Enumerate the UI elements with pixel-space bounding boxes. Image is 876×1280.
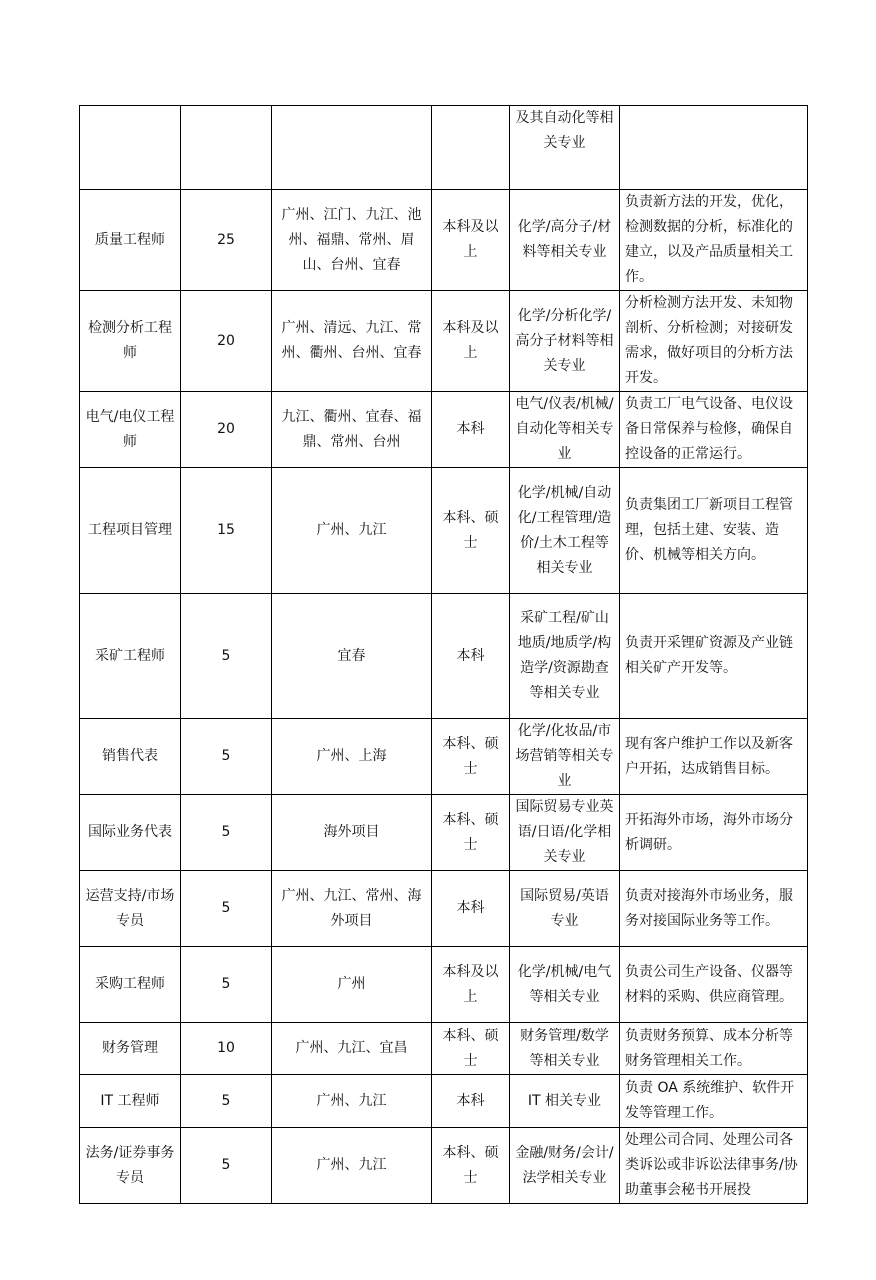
cell-position: 运营支持/市场专员 [80, 871, 181, 947]
cell-education: 本科 [432, 1075, 510, 1128]
cell-location: 海外项目 [272, 795, 432, 871]
cell-education: 本科、硕士 [432, 1128, 510, 1204]
cell-major: 电气/仪表/机械/自动化等相关专业 [510, 392, 620, 468]
cell-duty: 负责财务预算、成本分析等财务管理相关工作。 [620, 1023, 808, 1075]
cell-major: 金融/财务/会计/法学相关专业 [510, 1128, 620, 1204]
cell-duty: 处理公司合同、处理公司各类诉讼或非诉讼法律事务/协助董事会秘书开展投 [620, 1128, 808, 1204]
cell-count: 5 [181, 1075, 272, 1128]
cell-major: 化学/化妆品/市场营销等相关专业 [510, 719, 620, 795]
cell-location: 广州、九江 [272, 468, 432, 594]
cell-duty: 负责 OA 系统维护、软件开发等管理工作。 [620, 1075, 808, 1128]
cell-count: 15 [181, 468, 272, 594]
cell-position: 质量工程师 [80, 190, 181, 291]
cell-education: 本科 [432, 392, 510, 468]
cell-location: 广州、九江、宜昌 [272, 1023, 432, 1075]
cell-major: 化学/高分子/材料等相关专业 [510, 190, 620, 291]
cell-count: 25 [181, 190, 272, 291]
cell-duty: 负责工厂电气设备、电仪设备日常保养与检修，确保自控设备的正常运行。 [620, 392, 808, 468]
table-row [80, 594, 808, 719]
cell-education: 本科、硕士 [432, 719, 510, 795]
cell-location [272, 106, 432, 190]
cell-count: 5 [181, 795, 272, 871]
cell-education: 本科、硕士 [432, 795, 510, 871]
cell-position: IT 工程师 [80, 1075, 181, 1128]
cell-position: 检测分析工程师 [80, 291, 181, 392]
cell-position: 电气/电仪工程师 [80, 392, 181, 468]
cell-duty: 现有客户维护工作以及新客户开拓，达成销售目标。 [620, 719, 808, 795]
cell-major: 及其自动化等相关专业 [510, 106, 620, 190]
cell-position: 国际业务代表 [80, 795, 181, 871]
cell-duty: 负责新方法的开发，优化，检测数据的分析，标准化的建立，以及产品质量相关工作。 [620, 190, 808, 291]
cell-education: 本科、硕士 [432, 1023, 510, 1075]
cell-duty: 开拓海外市场，海外市场分析调研。 [620, 795, 808, 871]
cell-major: 国际贸易专业英语/日语/化学相关专业 [510, 795, 620, 871]
job-table [79, 105, 808, 1204]
table-row [80, 947, 808, 1023]
cell-education: 本科、硕士 [432, 468, 510, 594]
table-row [80, 1128, 808, 1204]
cell-duty: 负责公司生产设备、仪器等材料的采购、供应商管理。 [620, 947, 808, 1023]
cell-count: 5 [181, 1128, 272, 1204]
cell-position: 法务/证券事务专员 [80, 1128, 181, 1204]
cell-education: 本科及以上 [432, 947, 510, 1023]
cell-count: 5 [181, 719, 272, 795]
table-row [80, 795, 808, 871]
cell-count: 20 [181, 392, 272, 468]
cell-position [80, 106, 181, 190]
cell-education [432, 106, 510, 190]
cell-location: 广州、江门、九江、池州、福鼎、常州、眉山、台州、宜春 [272, 190, 432, 291]
cell-location: 广州、清远、九江、常州、衢州、台州、宜春 [272, 291, 432, 392]
cell-major: 化学/机械/自动化/工程管理/造价/土木工程等相关专业 [510, 468, 620, 594]
cell-education: 本科 [432, 871, 510, 947]
cell-location: 广州 [272, 947, 432, 1023]
cell-major: IT 相关专业 [510, 1075, 620, 1128]
cell-count: 5 [181, 947, 272, 1023]
cell-duty: 负责开采锂矿资源及产业链相关矿产开发等。 [620, 594, 808, 719]
cell-major: 化学/机械/电气等相关专业 [510, 947, 620, 1023]
cell-education: 本科及以上 [432, 190, 510, 291]
cell-position: 采购工程师 [80, 947, 181, 1023]
cell-count: 20 [181, 291, 272, 392]
cell-major: 财务管理/数学等相关专业 [510, 1023, 620, 1075]
cell-position: 工程项目管理 [80, 468, 181, 594]
table-row [80, 871, 808, 947]
cell-duty: 负责对接海外市场业务，服务对接国际业务等工作。 [620, 871, 808, 947]
cell-position: 销售代表 [80, 719, 181, 795]
cell-location: 广州、九江、常州、海外项目 [272, 871, 432, 947]
cell-major: 化学/分析化学/高分子材料等相关专业 [510, 291, 620, 392]
cell-major: 国际贸易/英语专业 [510, 871, 620, 947]
table-row [80, 719, 808, 795]
cell-count: 5 [181, 871, 272, 947]
table-row [80, 190, 808, 291]
table-row [80, 1023, 808, 1075]
table-row [80, 106, 808, 190]
cell-location: 九江、衢州、宜春、福鼎、常州、台州 [272, 392, 432, 468]
cell-count: 10 [181, 1023, 272, 1075]
table-row [80, 291, 808, 392]
cell-position: 采矿工程师 [80, 594, 181, 719]
table-row [80, 468, 808, 594]
cell-location: 宜春 [272, 594, 432, 719]
cell-duty: 分析检测方法开发、未知物剖析、分析检测；对接研发需求，做好项目的分析方法开发。 [620, 291, 808, 392]
cell-education: 本科及以上 [432, 291, 510, 392]
table-row [80, 392, 808, 468]
table-row [80, 1075, 808, 1128]
cell-position: 财务管理 [80, 1023, 181, 1075]
cell-location: 广州、九江 [272, 1075, 432, 1128]
cell-count [181, 106, 272, 190]
cell-location: 广州、上海 [272, 719, 432, 795]
cell-location: 广州、九江 [272, 1128, 432, 1204]
cell-count: 5 [181, 594, 272, 719]
cell-duty [620, 106, 808, 190]
cell-education: 本科 [432, 594, 510, 719]
cell-duty: 负责集团工厂新项目工程管理，包括土建、安装、造价、机械等相关方向。 [620, 468, 808, 594]
cell-major: 采矿工程/矿山地质/地质学/构造学/资源勘查等相关专业 [510, 594, 620, 719]
